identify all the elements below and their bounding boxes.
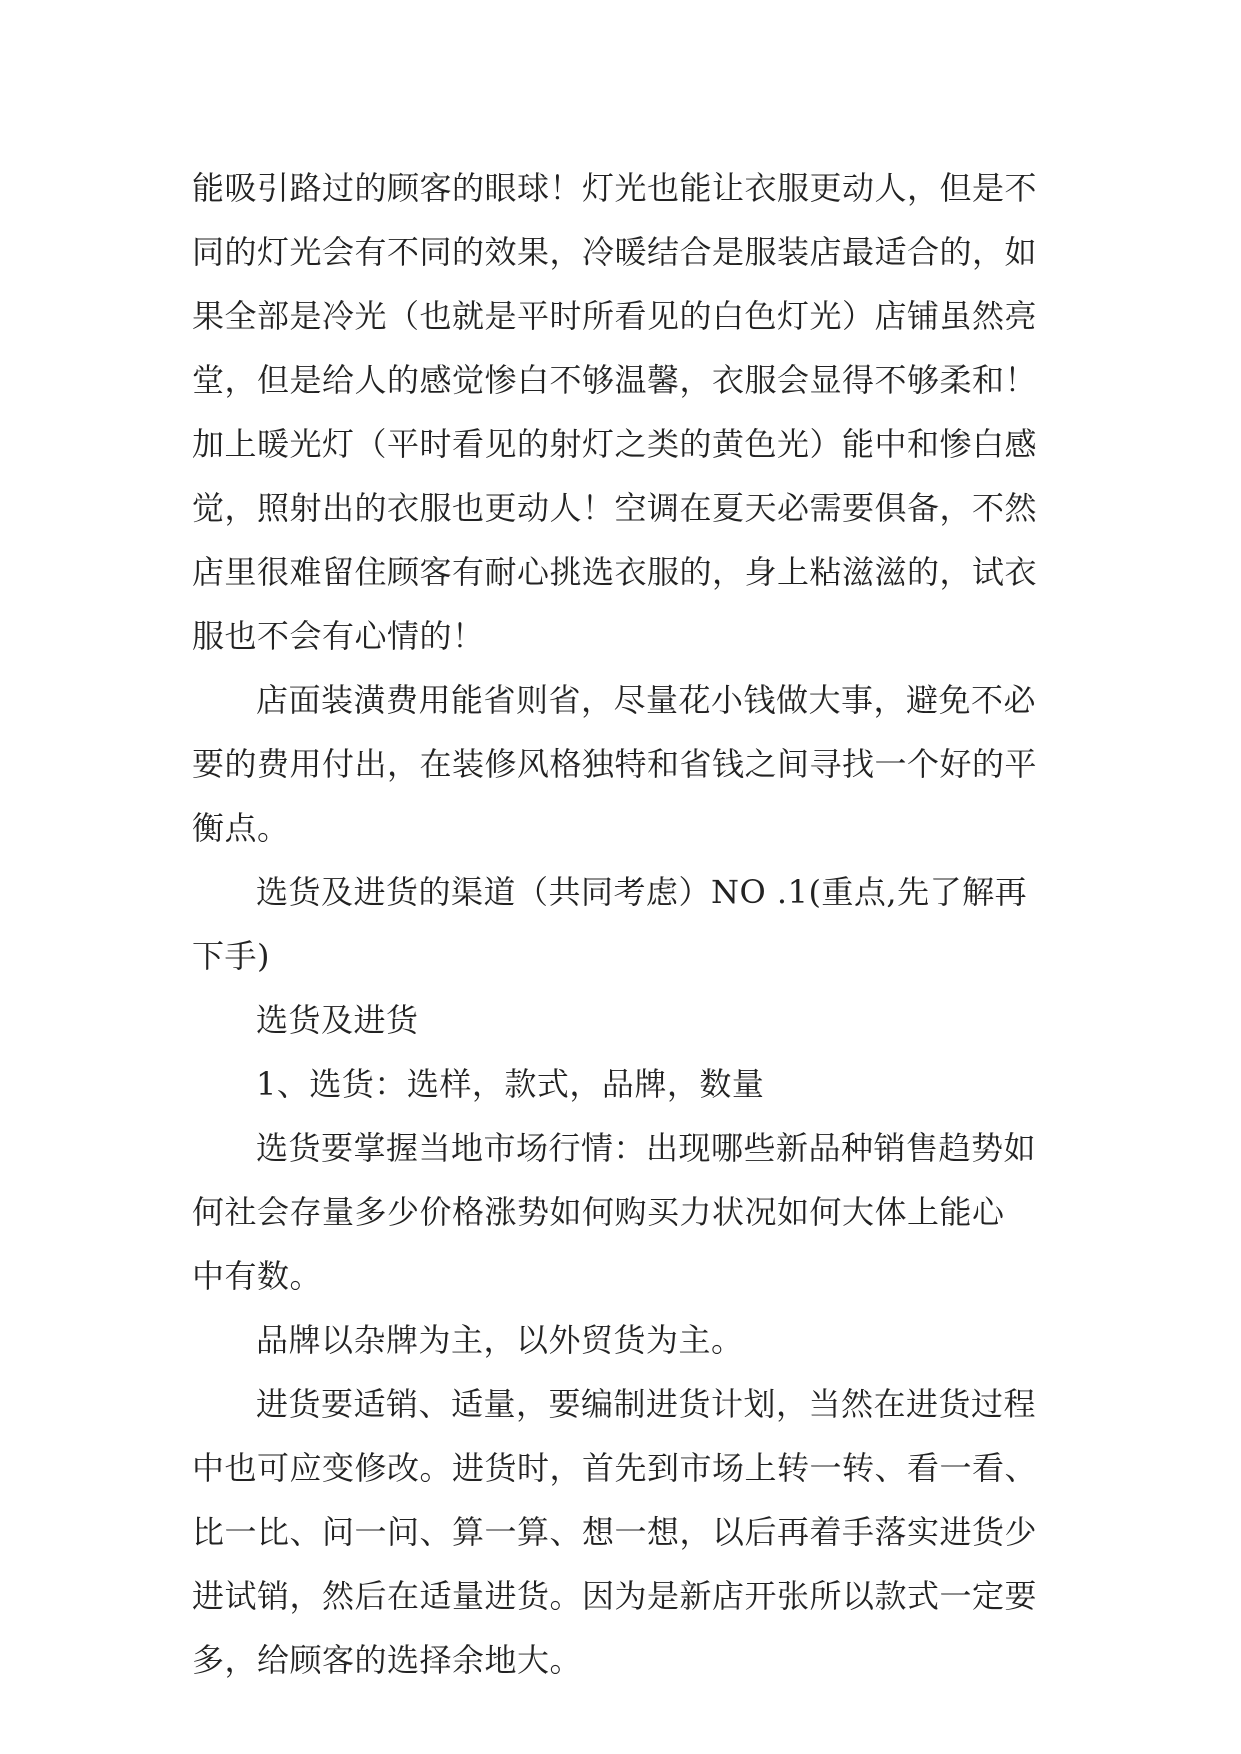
text-line: 多，给顾客的选择余地大。	[192, 1641, 583, 1679]
paragraph	[192, 1308, 1072, 1372]
text-line: 选货及进货	[256, 1001, 419, 1039]
paragraph	[192, 1052, 1072, 1116]
text-line: 服也不会有心情的！	[192, 617, 485, 655]
text-line: 加上暖光灯（平时看见的射灯之类的黄色光）能中和惨白感	[192, 425, 1038, 463]
text-line: 中也可应变修改。进货时，首先到市场上转一转、看一看、	[192, 1449, 1038, 1487]
text-line: 要的费用付出，在装修风格独特和省钱之间寻找一个好的平	[192, 745, 1038, 783]
text-line: 选货要掌握当地市场行情：出现哪些新品种销售趋势如	[256, 1129, 1037, 1167]
text-line: 何社会存量多少价格涨势如何购买力状况如何大体上能心	[192, 1193, 1005, 1231]
text-line: 品牌以杂牌为主，以外贸货为主。	[256, 1321, 744, 1359]
text-line: 中有数。	[192, 1257, 323, 1295]
text-line: 堂，但是给人的感觉惨白不够温馨，衣服会显得不够柔和！	[192, 361, 1038, 399]
paragraph	[192, 1116, 1072, 1308]
text-line: 同的灯光会有不同的效果，冷暖结合是服装店最适合的，如	[192, 233, 1038, 271]
paragraph	[192, 156, 1072, 668]
document-body	[192, 156, 1072, 1692]
text-line: 1、选货：选样，款式，品牌，数量	[256, 1065, 765, 1103]
text-line: 进货要适销、适量，要编制进货计划，当然在进货过程	[256, 1385, 1037, 1423]
text-line: 店面装潢费用能省则省，尽量花小钱做大事，避免不必	[256, 681, 1037, 719]
text-line: 果全部是冷光（也就是平时所看见的白色灯光）店铺虽然亮	[192, 297, 1038, 335]
text-line: 店里很难留住顾客有耐心挑选衣服的，身上粘滋滋的，试衣	[192, 553, 1038, 591]
paragraph	[192, 668, 1072, 860]
text-line: 进试销，然后在适量进货。因为是新店开张所以款式一定要	[192, 1577, 1038, 1615]
text-line: 选货及进货的渠道（共同考虑）NO .1(重点,先了解再	[256, 873, 1028, 911]
paragraph	[192, 860, 1072, 988]
text-line: 能吸引路过的顾客的眼球！灯光也能让衣服更动人，但是不	[192, 169, 1038, 207]
text-line: 下手)	[192, 937, 270, 975]
paragraph	[192, 1372, 1072, 1692]
text-line: 觉，照射出的衣服也更动人！空调在夏天必需要俱备，不然	[192, 489, 1038, 527]
paragraph	[192, 988, 1072, 1052]
text-line: 衡点。	[192, 809, 290, 847]
text-line: 比一比、问一问、算一算、想一想，以后再着手落实进货少	[192, 1513, 1038, 1551]
